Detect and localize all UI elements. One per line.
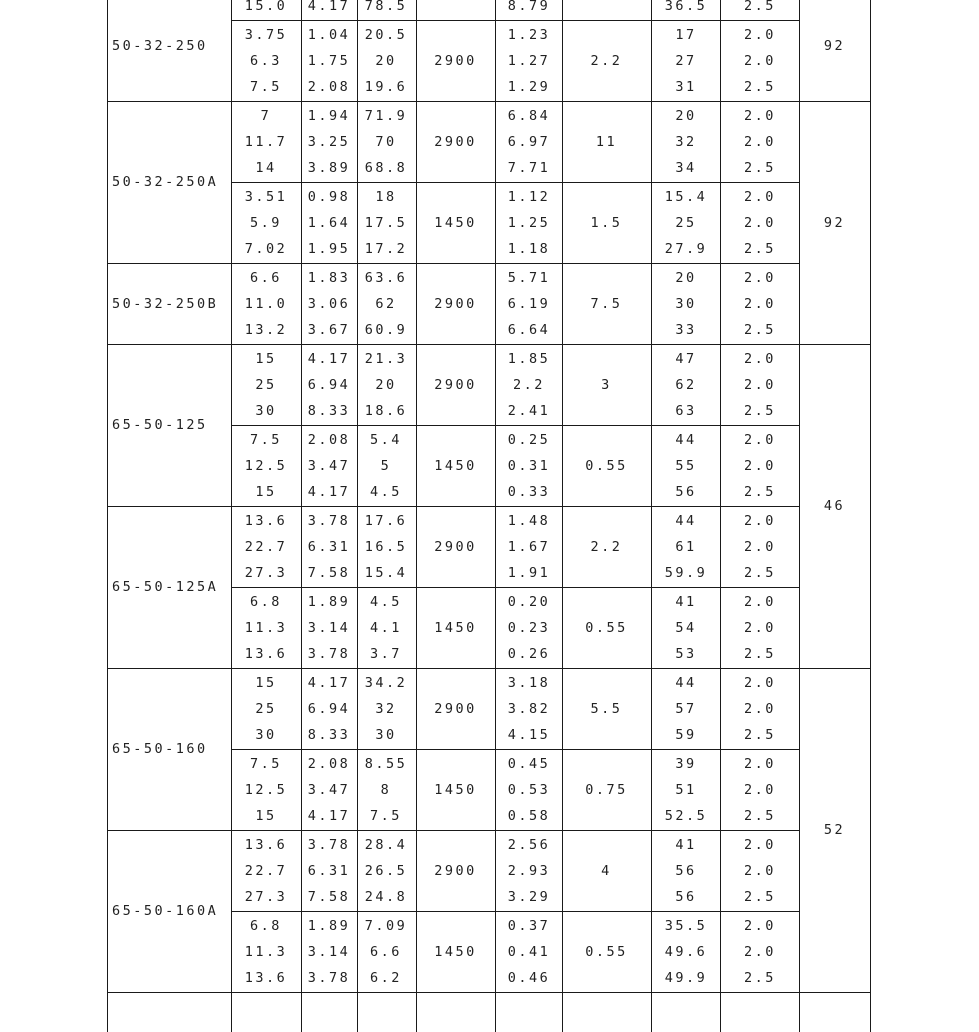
- efficiency-cell: 47: [675, 350, 697, 367]
- flow-ls-cell: 8.33: [307, 726, 351, 743]
- efficiency-cell: 32: [675, 133, 697, 150]
- weight-divider: [799, 668, 870, 669]
- head-cell: 71.9: [364, 107, 408, 124]
- npsh-cell: 2.5: [744, 807, 776, 824]
- group-divider: [107, 992, 231, 993]
- flow-m3h-cell: 22.7: [244, 862, 288, 879]
- shaft-power-cell: 3.29: [507, 888, 551, 905]
- efficiency-cell: 44: [675, 431, 697, 448]
- flow-ls-cell: 1.89: [307, 593, 351, 610]
- flow-ls-cell: 4.17: [307, 674, 351, 691]
- head-cell: 7.09: [364, 917, 408, 934]
- head-cell: 68.8: [364, 159, 408, 176]
- flow-ls-cell: 3.89: [307, 159, 351, 176]
- npsh-cell: 2.5: [744, 969, 776, 986]
- npsh-cell: 2.5: [744, 0, 776, 14]
- npsh-cell: 2.5: [744, 645, 776, 662]
- npsh-cell: 2.0: [744, 107, 776, 124]
- shaft-power-cell: 6.19: [507, 295, 551, 312]
- flow-m3h-cell: 15: [255, 674, 277, 691]
- flow-m3h-cell: 13.2: [244, 321, 288, 338]
- efficiency-cell: 27.9: [664, 240, 708, 257]
- flow-ls-cell: 4.17: [307, 483, 351, 500]
- efficiency-cell: 33: [675, 321, 697, 338]
- flow-m3h-cell: 11.0: [244, 295, 288, 312]
- col-line: [416, 0, 417, 1032]
- motor-power-cell: 0.75: [585, 781, 628, 798]
- model-cell: 50-32-250A: [112, 174, 219, 190]
- shaft-power-cell: 0.46: [507, 969, 551, 986]
- row-divider: [231, 425, 799, 426]
- weight-cell: 92: [823, 214, 846, 231]
- npsh-cell: 2.0: [744, 917, 776, 934]
- flow-ls-cell: 6.31: [307, 538, 351, 555]
- flow-m3h-cell: 15.0: [244, 0, 288, 14]
- flow-m3h-cell: 7.5: [250, 431, 282, 448]
- speed-cell: 1450: [434, 457, 477, 474]
- model-cell: 50-32-250B: [112, 295, 219, 312]
- shaft-power-cell: 1.91: [507, 564, 551, 581]
- weight-divider: [799, 101, 870, 102]
- head-cell: 78.5: [364, 0, 408, 14]
- shaft-power-cell: 1.25: [507, 214, 551, 231]
- head-cell: 18.6: [364, 402, 408, 419]
- shaft-power-cell: 0.37: [507, 917, 551, 934]
- flow-m3h-cell: 13.6: [244, 645, 288, 662]
- npsh-cell: 2.0: [744, 431, 776, 448]
- flow-m3h-cell: 15: [255, 483, 277, 500]
- col-line: [357, 0, 358, 1032]
- flow-m3h-cell: 13.6: [244, 836, 288, 853]
- flow-ls-cell: 6.94: [307, 376, 351, 393]
- motor-power-cell: 0.55: [585, 619, 628, 636]
- row-divider: [231, 101, 799, 102]
- efficiency-cell: 63: [675, 402, 697, 419]
- flow-ls-cell: 7.58: [307, 564, 351, 581]
- head-cell: 3.7: [370, 645, 402, 662]
- efficiency-cell: 54: [675, 619, 697, 636]
- npsh-cell: 2.0: [744, 538, 776, 555]
- efficiency-cell: 15.4: [664, 188, 708, 205]
- flow-m3h-cell: 11.7: [244, 133, 288, 150]
- row-divider: [231, 263, 799, 264]
- npsh-cell: 2.5: [744, 726, 776, 743]
- efficiency-cell: 57: [675, 700, 697, 717]
- flow-ls-cell: 1.83: [307, 269, 351, 286]
- head-cell: 5.4: [370, 431, 402, 448]
- flow-ls-cell: 0.98: [307, 188, 351, 205]
- head-cell: 4.1: [370, 619, 402, 636]
- efficiency-cell: 44: [675, 674, 697, 691]
- flow-m3h-cell: 7.5: [250, 78, 282, 95]
- flow-ls-cell: 3.25: [307, 133, 351, 150]
- efficiency-cell: 44: [675, 512, 697, 529]
- efficiency-cell: 20: [675, 269, 697, 286]
- col-line: [231, 0, 232, 1032]
- shaft-power-cell: 1.29: [507, 78, 551, 95]
- npsh-cell: 2.0: [744, 133, 776, 150]
- head-cell: 15.4: [364, 564, 408, 581]
- shaft-power-cell: 0.41: [507, 943, 551, 960]
- head-cell: 6.2: [370, 969, 402, 986]
- flow-m3h-cell: 6.6: [250, 269, 282, 286]
- shaft-power-cell: 0.31: [507, 457, 551, 474]
- weight-cell: 52: [823, 822, 846, 838]
- efficiency-cell: 56: [675, 483, 697, 500]
- speed-cell: 2900: [434, 52, 477, 69]
- row-divider: [231, 911, 799, 912]
- npsh-cell: 2.0: [744, 295, 776, 312]
- npsh-cell: 2.0: [744, 188, 776, 205]
- shaft-power-cell: 1.27: [507, 52, 551, 69]
- flow-m3h-cell: 3.75: [244, 26, 288, 43]
- row-divider: [231, 668, 799, 669]
- shaft-power-cell: 3.82: [507, 700, 551, 717]
- efficiency-cell: 36.5: [664, 0, 708, 14]
- flow-ls-cell: 1.95: [307, 240, 351, 257]
- flow-ls-cell: 3.14: [307, 943, 351, 960]
- row-divider: [231, 749, 799, 750]
- model-cell: 65-50-160A: [112, 903, 219, 919]
- group-divider: [107, 263, 231, 264]
- npsh-cell: 2.0: [744, 52, 776, 69]
- npsh-cell: 2.5: [744, 402, 776, 419]
- row-divider: [231, 344, 799, 345]
- shaft-power-cell: 1.12: [507, 188, 551, 205]
- row-divider: [231, 992, 799, 993]
- flow-m3h-cell: 6.8: [250, 917, 282, 934]
- npsh-cell: 2.5: [744, 159, 776, 176]
- shaft-power-cell: 0.26: [507, 645, 551, 662]
- efficiency-cell: 53: [675, 645, 697, 662]
- flow-m3h-cell: 30: [255, 726, 277, 743]
- flow-ls-cell: 2.08: [307, 78, 351, 95]
- weight-cell: 46: [823, 498, 846, 514]
- npsh-cell: 2.0: [744, 836, 776, 853]
- shaft-power-cell: 7.71: [507, 159, 551, 176]
- npsh-cell: 2.0: [744, 512, 776, 529]
- flow-ls-cell: 6.31: [307, 862, 351, 879]
- speed-cell: 1450: [434, 943, 477, 960]
- flow-ls-cell: 3.47: [307, 781, 351, 798]
- head-cell: 30: [375, 726, 397, 743]
- head-cell: 19.6: [364, 78, 408, 95]
- head-cell: 7.5: [370, 807, 402, 824]
- npsh-cell: 2.0: [744, 350, 776, 367]
- col-line: [799, 0, 800, 1032]
- efficiency-cell: 59.9: [664, 564, 708, 581]
- weight-cell: 92: [823, 38, 846, 54]
- efficiency-cell: 39: [675, 755, 697, 772]
- speed-cell: 2900: [434, 700, 477, 717]
- weight-divider: [799, 344, 870, 345]
- efficiency-cell: 41: [675, 593, 697, 610]
- npsh-cell: 2.0: [744, 269, 776, 286]
- flow-m3h-cell: 27.3: [244, 888, 288, 905]
- flow-ls-cell: 2.08: [307, 431, 351, 448]
- speed-cell: 2900: [434, 295, 477, 312]
- npsh-cell: 2.5: [744, 888, 776, 905]
- group-divider: [107, 344, 231, 345]
- efficiency-cell: 25: [675, 214, 697, 231]
- speed-cell: 2900: [434, 862, 477, 879]
- model-cell: 50-32-250: [112, 38, 208, 54]
- npsh-cell: 2.5: [744, 321, 776, 338]
- group-divider: [107, 668, 231, 669]
- flow-ls-cell: 3.47: [307, 457, 351, 474]
- head-cell: 21.3: [364, 350, 408, 367]
- npsh-cell: 2.0: [744, 781, 776, 798]
- head-cell: 4.5: [370, 593, 402, 610]
- head-cell: 20: [375, 52, 397, 69]
- row-divider: [231, 587, 799, 588]
- shaft-power-cell: 1.48: [507, 512, 551, 529]
- speed-cell: 1450: [434, 619, 477, 636]
- flow-ls-cell: 3.78: [307, 969, 351, 986]
- flow-m3h-cell: 7.02: [244, 240, 288, 257]
- motor-power-cell: 3: [601, 376, 612, 393]
- motor-power-cell: 0.55: [585, 943, 628, 960]
- flow-m3h-cell: 22.7: [244, 538, 288, 555]
- flow-ls-cell: 3.78: [307, 836, 351, 853]
- row-divider: [231, 506, 799, 507]
- shaft-power-cell: 0.20: [507, 593, 551, 610]
- flow-m3h-cell: 13.6: [244, 512, 288, 529]
- speed-cell: 1450: [434, 781, 477, 798]
- npsh-cell: 2.0: [744, 593, 776, 610]
- flow-ls-cell: 1.04: [307, 26, 351, 43]
- model-cell: 65-50-125A: [112, 579, 219, 595]
- shaft-power-cell: 0.23: [507, 619, 551, 636]
- efficiency-cell: 27: [675, 52, 697, 69]
- shaft-power-cell: 0.25: [507, 431, 551, 448]
- flow-ls-cell: 7.58: [307, 888, 351, 905]
- group-divider: [107, 506, 231, 507]
- flow-ls-cell: 1.64: [307, 214, 351, 231]
- row-divider: [231, 830, 799, 831]
- efficiency-cell: 41: [675, 836, 697, 853]
- shaft-power-cell: 0.53: [507, 781, 551, 798]
- model-cell: 65-50-125: [112, 417, 208, 433]
- shaft-power-cell: 1.23: [507, 26, 551, 43]
- npsh-cell: 2.0: [744, 26, 776, 43]
- flow-ls-cell: 1.94: [307, 107, 351, 124]
- shaft-power-cell: 2.41: [507, 402, 551, 419]
- flow-m3h-cell: 3.51: [244, 188, 288, 205]
- flow-ls-cell: 1.89: [307, 917, 351, 934]
- flow-m3h-cell: 13.6: [244, 969, 288, 986]
- npsh-cell: 2.0: [744, 376, 776, 393]
- efficiency-cell: 62: [675, 376, 697, 393]
- shaft-power-cell: 3.18: [507, 674, 551, 691]
- efficiency-cell: 51: [675, 781, 697, 798]
- npsh-cell: 2.5: [744, 564, 776, 581]
- flow-ls-cell: 4.17: [307, 807, 351, 824]
- flow-m3h-cell: 30: [255, 402, 277, 419]
- head-cell: 34.2: [364, 674, 408, 691]
- shaft-power-cell: 1.85: [507, 350, 551, 367]
- npsh-cell: 2.0: [744, 700, 776, 717]
- col-line: [720, 0, 721, 1032]
- flow-m3h-cell: 7: [260, 107, 272, 124]
- head-cell: 5: [380, 457, 392, 474]
- efficiency-cell: 59: [675, 726, 697, 743]
- shaft-power-cell: 8.79: [507, 0, 551, 14]
- head-cell: 63.6: [364, 269, 408, 286]
- flow-m3h-cell: 25: [255, 376, 277, 393]
- motor-power-cell: 7.5: [590, 295, 623, 312]
- shaft-power-cell: 6.64: [507, 321, 551, 338]
- speed-cell: 2900: [434, 538, 477, 555]
- shaft-power-cell: 2.2: [513, 376, 545, 393]
- motor-power-cell: 2.2: [590, 538, 623, 555]
- efficiency-cell: 56: [675, 862, 697, 879]
- head-cell: 16.5: [364, 538, 408, 555]
- shaft-power-cell: 6.97: [507, 133, 551, 150]
- flow-m3h-cell: 6.3: [250, 52, 282, 69]
- flow-ls-cell: 6.94: [307, 700, 351, 717]
- shaft-power-cell: 4.15: [507, 726, 551, 743]
- head-cell: 60.9: [364, 321, 408, 338]
- head-cell: 62: [375, 295, 397, 312]
- flow-m3h-cell: 6.8: [250, 593, 282, 610]
- flow-m3h-cell: 12.5: [244, 457, 288, 474]
- efficiency-cell: 20: [675, 107, 697, 124]
- table-right-border: [870, 0, 871, 1032]
- col-line: [301, 0, 302, 1032]
- row-divider: [231, 182, 799, 183]
- efficiency-cell: 30: [675, 295, 697, 312]
- motor-power-cell: 11: [595, 133, 618, 150]
- efficiency-cell: 61: [675, 538, 697, 555]
- head-cell: 20: [375, 376, 397, 393]
- efficiency-cell: 55: [675, 457, 697, 474]
- motor-power-cell: 4: [601, 862, 612, 879]
- shaft-power-cell: 1.18: [507, 240, 551, 257]
- motor-power-cell: 1.5: [590, 214, 623, 231]
- head-cell: 6.6: [370, 943, 402, 960]
- head-cell: 17.5: [364, 214, 408, 231]
- flow-ls-cell: 3.06: [307, 295, 351, 312]
- flow-m3h-cell: 11.3: [244, 943, 288, 960]
- shaft-power-cell: 2.93: [507, 862, 551, 879]
- col-line: [562, 0, 563, 1032]
- npsh-cell: 2.0: [744, 619, 776, 636]
- efficiency-cell: 31: [675, 78, 697, 95]
- shaft-power-cell: 0.45: [507, 755, 551, 772]
- head-cell: 18: [375, 188, 397, 205]
- head-cell: 32: [375, 700, 397, 717]
- motor-power-cell: 5.5: [590, 700, 623, 717]
- shaft-power-cell: 1.67: [507, 538, 551, 555]
- weight-divider: [799, 992, 870, 993]
- npsh-cell: 2.0: [744, 755, 776, 772]
- flow-ls-cell: 2.08: [307, 755, 351, 772]
- npsh-cell: 2.0: [744, 674, 776, 691]
- efficiency-cell: 49.6: [664, 943, 708, 960]
- shaft-power-cell: 2.56: [507, 836, 551, 853]
- flow-m3h-cell: 11.3: [244, 619, 288, 636]
- head-cell: 4.5: [370, 483, 402, 500]
- efficiency-cell: 35.5: [664, 917, 708, 934]
- npsh-cell: 2.5: [744, 240, 776, 257]
- head-cell: 28.4: [364, 836, 408, 853]
- shaft-power-cell: 5.71: [507, 269, 551, 286]
- head-cell: 26.5: [364, 862, 408, 879]
- col-line: [495, 0, 496, 1032]
- npsh-cell: 2.0: [744, 214, 776, 231]
- flow-m3h-cell: 15: [255, 807, 277, 824]
- npsh-cell: 2.0: [744, 943, 776, 960]
- head-cell: 17.6: [364, 512, 408, 529]
- flow-m3h-cell: 14: [255, 159, 277, 176]
- flow-m3h-cell: 12.5: [244, 781, 288, 798]
- group-divider: [107, 101, 231, 102]
- efficiency-cell: 56: [675, 888, 697, 905]
- npsh-cell: 2.0: [744, 457, 776, 474]
- head-cell: 70: [375, 133, 397, 150]
- npsh-cell: 2.0: [744, 862, 776, 879]
- speed-cell: 2900: [434, 376, 477, 393]
- flow-ls-cell: 8.33: [307, 402, 351, 419]
- motor-power-cell: 2.2: [590, 52, 623, 69]
- flow-m3h-cell: 25: [255, 700, 277, 717]
- head-cell: 17.2: [364, 240, 408, 257]
- speed-cell: 2900: [434, 133, 477, 150]
- npsh-cell: 2.5: [744, 483, 776, 500]
- flow-m3h-cell: 5.9: [250, 214, 282, 231]
- head-cell: 20.5: [364, 26, 408, 43]
- npsh-cell: 2.5: [744, 78, 776, 95]
- head-cell: 24.8: [364, 888, 408, 905]
- col-line: [651, 0, 652, 1032]
- efficiency-cell: 17: [675, 26, 697, 43]
- motor-power-cell: 0.55: [585, 457, 628, 474]
- efficiency-cell: 34: [675, 159, 697, 176]
- flow-m3h-cell: 27.3: [244, 564, 288, 581]
- efficiency-cell: 52.5: [664, 807, 708, 824]
- shaft-power-cell: 6.84: [507, 107, 551, 124]
- table-left-border: [107, 0, 108, 1032]
- shaft-power-cell: 0.58: [507, 807, 551, 824]
- row-divider: [231, 20, 799, 21]
- flow-m3h-cell: 7.5: [250, 755, 282, 772]
- efficiency-cell: 49.9: [664, 969, 708, 986]
- model-cell: 65-50-160: [112, 741, 208, 757]
- shaft-power-cell: 0.33: [507, 483, 551, 500]
- speed-cell: 1450: [434, 214, 477, 231]
- flow-ls-cell: 1.75: [307, 52, 351, 69]
- flow-ls-cell: 4.17: [307, 350, 351, 367]
- flow-ls-cell: 3.67: [307, 321, 351, 338]
- flow-ls-cell: 3.78: [307, 512, 351, 529]
- head-cell: 8.55: [364, 755, 408, 772]
- flow-ls-cell: 3.14: [307, 619, 351, 636]
- flow-ls-cell: 3.78: [307, 645, 351, 662]
- flow-ls-cell: 4.17: [307, 0, 351, 14]
- head-cell: 8: [380, 781, 392, 798]
- group-divider: [107, 830, 231, 831]
- flow-m3h-cell: 15: [255, 350, 277, 367]
